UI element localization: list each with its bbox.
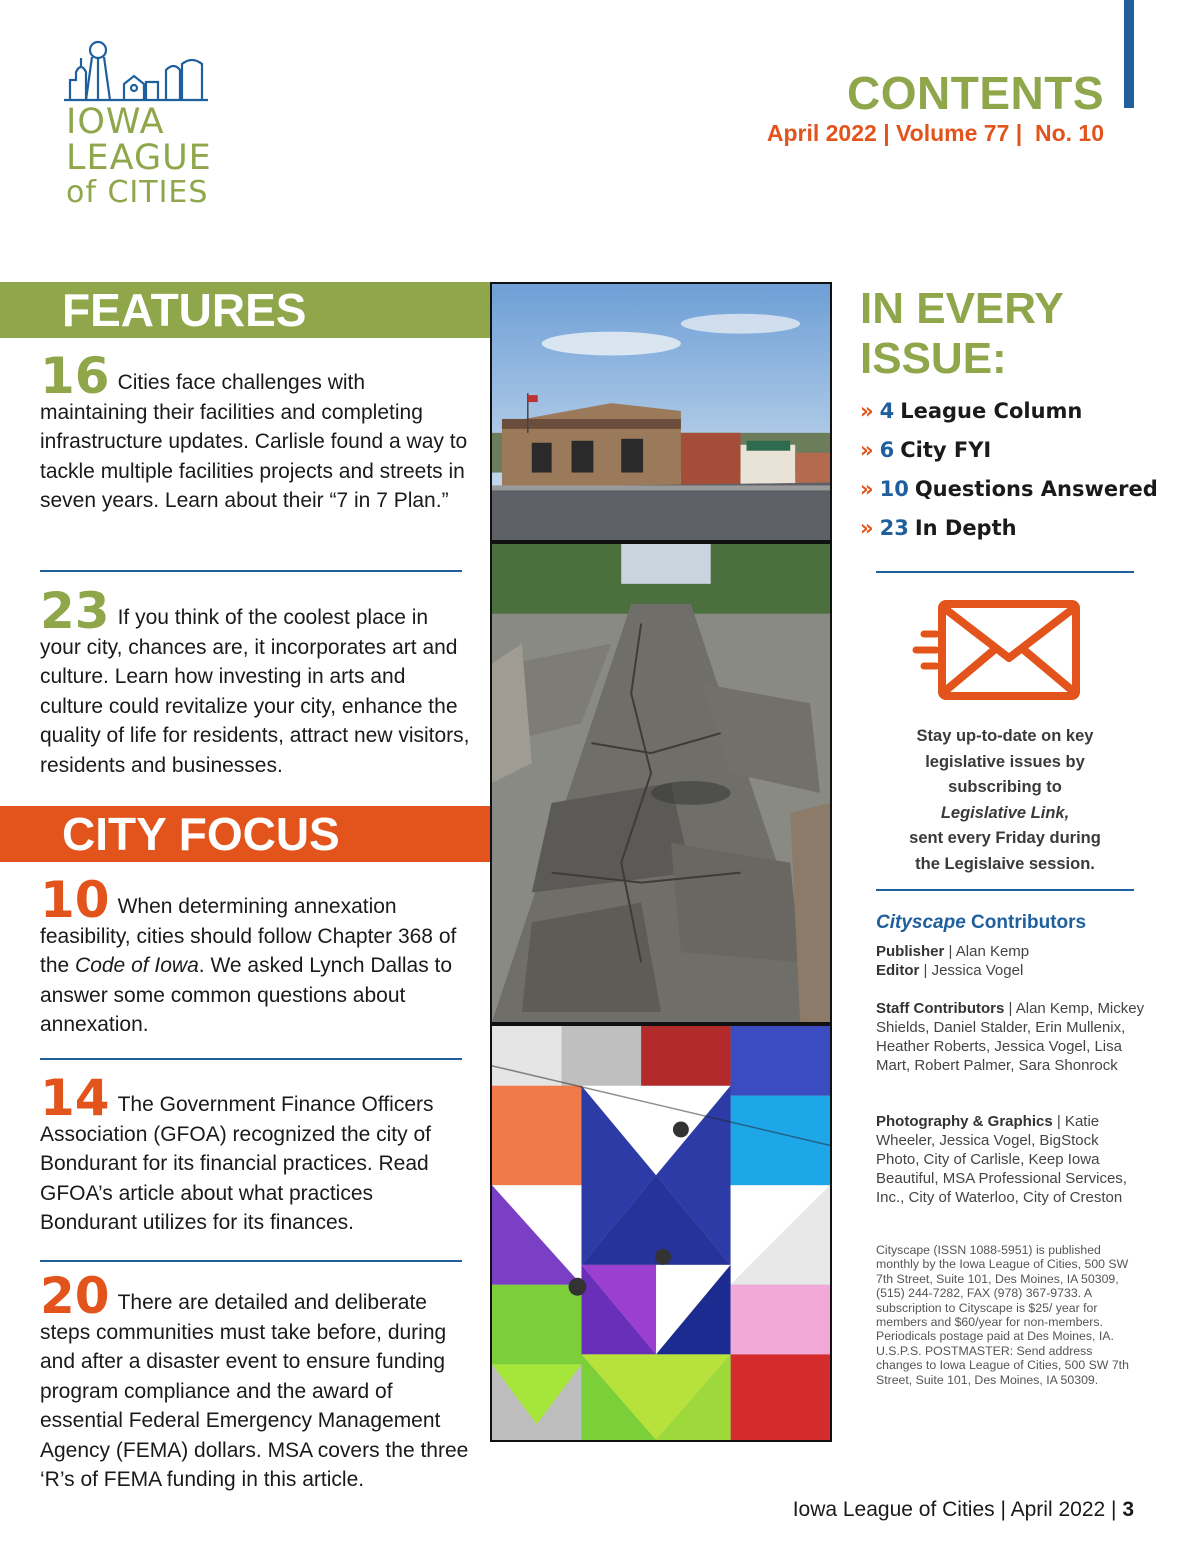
features-heading: FEATURES [0,282,490,338]
city-focus-heading: CITY FOCUS [0,806,490,862]
promo-line: the Legislaive session. [915,854,1095,873]
issue-info: April 2022 | Volume 77 | No. 10 [766,120,1104,146]
staff-label: Staff Contributors [876,1000,1005,1017]
item-page-number: 4 [879,399,895,423]
heading-line-2: ISSUE: [860,334,1007,383]
article-page-number: 16 [40,347,110,405]
list-item-questions-answered[interactable] [860,474,1158,513]
divider [40,570,462,572]
article-summary-start: When determining annexation feasibility, cities should follow Chapter 368 of the [40,895,457,977]
divider [40,1260,462,1262]
logo-line-cities: of CITIES [66,174,209,210]
article-page-number: 23 [40,582,110,640]
item-page-number: 10 [879,477,909,501]
editor-label: Editor [876,962,920,979]
publisher-name: | Alan Kemp [944,943,1030,960]
logo-wordmark [66,104,212,208]
photo-damaged-road [490,542,832,1024]
in-every-issue-heading [860,284,1064,384]
publication-notice: Cityscape (ISSN 1088-5951) is published monthly by the Iowa League of Cities, 500 SW 7th Street, Suite 101, Des Moines, IA 50309, (515) 244-7282, FAX (978) 367-9733. A subscription to Cityscape is $25/ year for members and $60/year for non-members. Periodicals postage paid at Des Moines, IA. U.S.P.S. POSTMASTER: Send address changes to Iowa League of Cities, 500 SW 7th Street, Suite 101, Des Moines, IA 50309. [876,1243,1129,1387]
promo-line-italic[interactable] [876,801,1134,827]
editor-name: | Jessica Vogel [919,962,1024,979]
list-item-city-fyi[interactable] [860,435,1158,474]
city-focus-article-1[interactable] [40,871,470,1040]
article-summary: If you think of the coolest place in your city, chances are, it incorporates art and culture. Learn how investing in arts and culture could revitalize your city, enhance the quality of life for residents, attract new visitors, residents and businesses. [40,606,470,777]
divider [876,889,1134,891]
item-name: Questions Answered [914,477,1158,501]
in-every-issue-list [860,396,1158,552]
article-summary-end: . We asked Lynch Dallas to answer some common questions about annexation. [40,954,453,1036]
logo-line-league: LEAGUE [66,138,212,179]
article-summary: There are detailed and deliberate steps communities must take before, during and after a disaster event to ensure funding program compliance and the award of essential Federal Emergency Management Agency (FEMA) dollars. MSA covers the three ‘R’s of FEMA funding in this article. [40,1291,469,1491]
chevron-right-icon: » [860,516,874,540]
mail-icon [912,598,1082,702]
photo-main-street-building [490,282,832,542]
photography-label: Photography & Graphics [876,1113,1053,1130]
item-page-number: 23 [879,516,909,540]
contributors-heading-italic: Cityscape [876,912,966,933]
header-accent-bar [1124,0,1134,108]
chevron-right-icon: » [860,477,874,501]
item-name: In Depth [914,516,1017,540]
feature-article-1[interactable] [40,347,470,516]
photography-names: | Katie Wheeler, Jessica Vogel, BigStock Photo, City of Carlisle, Keep Iowa Beautiful, MSA Professional Services, Inc., City of Waterloo, City of Creston [876,1113,1127,1206]
page-title: CONTENTS [847,67,1104,119]
legislative-link-title: Legislative Link, [940,803,1070,822]
article-page-number: 20 [40,1267,110,1325]
logo-line-iowa: IOWA [66,102,165,142]
promo-line: legislative issues by [925,752,1085,771]
feature-article-2[interactable] [40,582,470,780]
page-number: 3 [1122,1498,1134,1521]
item-name: League Column [900,399,1083,423]
city-focus-article-2[interactable] [40,1069,470,1238]
masthead-photography [876,1112,1146,1207]
city-focus-article-3[interactable] [40,1267,470,1495]
chevron-right-icon: » [860,438,874,462]
publisher-label: Publisher [876,943,945,960]
masthead-publisher-editor [876,942,1146,980]
list-item-league-column[interactable] [860,396,1158,435]
heading-line-1: IN EVERY [860,284,1064,333]
promo-line: Stay up-to-date on key [916,727,1094,745]
divider [876,571,1134,573]
chevron-right-icon: » [860,399,874,423]
article-page-number: 14 [40,1069,110,1127]
list-item-in-depth[interactable] [860,513,1158,552]
article-page-number: 10 [40,871,110,929]
article-summary: The Government Finance Officers Association (GFOA) recognized the city of Bondurant for its financial practices. Read GFOA’s article about what practices Bondurant utilizes for its finances. [40,1093,434,1234]
contributors-heading-rest: Contributors [965,912,1087,933]
masthead-staff [876,999,1146,1075]
promo-line: sent every Friday during [909,829,1101,847]
photo-quilt-mural [490,1024,832,1442]
footer-text: Iowa League of Cities | April 2022 | [792,1498,1123,1521]
legislative-link-promo [876,724,1134,877]
item-name: City FYI [900,438,992,462]
item-page-number: 6 [879,438,895,462]
article-summary: Cities face challenges with maintaining their facilities and completing infrastructure updates. Carlisle found a way to tackle multiple facilities projects and streets in seven years. Learn about their “7 in 7 Plan.” [40,371,468,512]
staff-names: | Alan Kemp, Mickey Shields, Daniel Stalder, Erin Mullenix, Heather Roberts, Jessica Vogel, Lisa Mart, Robert Palmer, Sara Shonrock [876,1000,1145,1074]
page-footer [793,1498,1134,1522]
promo-line: subscribing to [948,778,1062,796]
article-summary-italic: Code of Iowa [75,954,199,977]
contributors-heading [876,912,1086,934]
divider [40,1058,462,1060]
